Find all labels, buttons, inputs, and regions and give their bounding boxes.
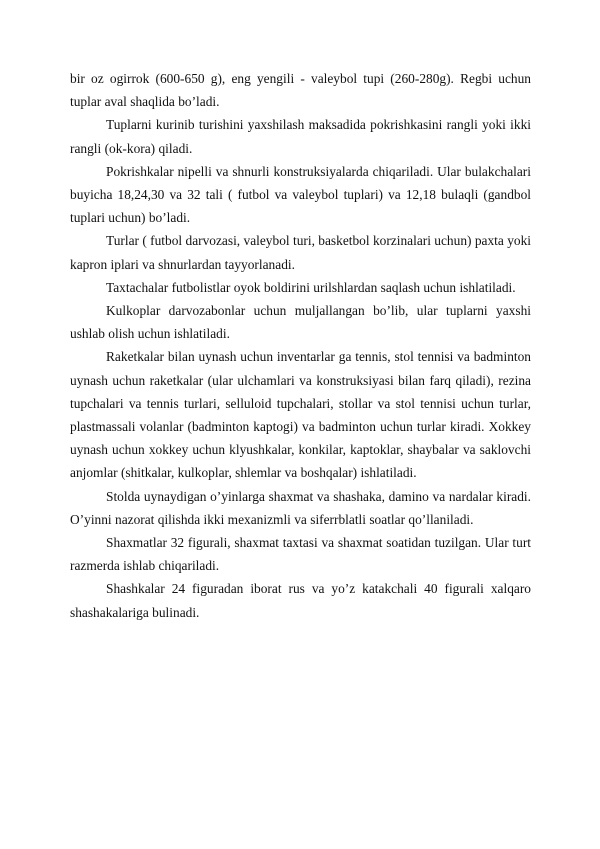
paragraph-ball-weights: bir oz ogirrok (600-650 g), eng yengili - valeybol tupi (260-280g). Regbi uchun tuplar aval shaqlida bo’ladi. [70, 71, 531, 110]
paragraph-chess: Shaxmatlar 32 figurali, shaxmat taxtasi va shaxmat soatidan tuzilgan. Ular turt razmerda ishlab chiqariladi. [70, 535, 531, 574]
paragraph-gloves: Kulkoplar darvozabonlar uchun muljallangan bo’lib, ular tuplarni yaxshi ushlab olish uchun ishlatiladi. [70, 303, 531, 342]
paragraph-racket-games: Raketkalar bilan uynash uchun inventarlar ga tennis, stol tennisi va badminton uynash uchun raketkalar (ular ulchamlari va konstruksiyasi bilan farq qiladi), rezina tupchalari va tennis turlari, selluloid tupchalari, stollar va stol tennisi uchun turlar, plastmassali volanlar (badminton kaptogi) va badminton uchun turlar kiradi. Xokkey uynash uchun xokkey uchun klyushkalar, konkilar, kaptoklar, shaybalar va saklovchi anjomlar (shitkalar, kulkoplar, shlemlar va boshqalar) ishlatiladi. [70, 349, 531, 481]
paragraph-ball-covers: Tuplarni kurinib turishini yaxshilash maksadida pokrishkasini rangli yoki ikki rangli (ok-kora) qiladi. [70, 117, 531, 156]
paragraph-table-games: Stolda uynaydigan o’yinlarga shaxmat va shashaka, damino va nardalar kiradi. O’yinni nazorat qilishda ikki mexanizmli va siferrblatli soatlar qo’llaniladi. [70, 488, 531, 527]
paragraph-nets: Turlar ( futbol darvozasi, valeybol turi, basketbol korzinalari uchun) paxta yoki kapron iplari va shnurlardan tayyorlanadi. [70, 233, 531, 272]
paragraph-checkers: Shashkalar 24 figuradan iborat rus va yo’z katakchali 40 figurali xalqaro shashakalariga bulinadi. [70, 581, 531, 620]
paragraph-shin-guards: Taxtachalar futbolistlar oyok boldirini urilshlardan saqlash uchun ishlatiladi. [106, 279, 516, 295]
paragraph-tire-construction: Pokrishkalar nipelli va shnurli konstruksiyalarda chiqariladi. Ular bulakchalari buyicha 18,24,30 va 32 tali ( futbol va valeybol tuplari) va 12,18 bulaqli (gandbol tuplari uchun) bo’ladi. [70, 163, 531, 226]
document-page [70, 67, 531, 624]
